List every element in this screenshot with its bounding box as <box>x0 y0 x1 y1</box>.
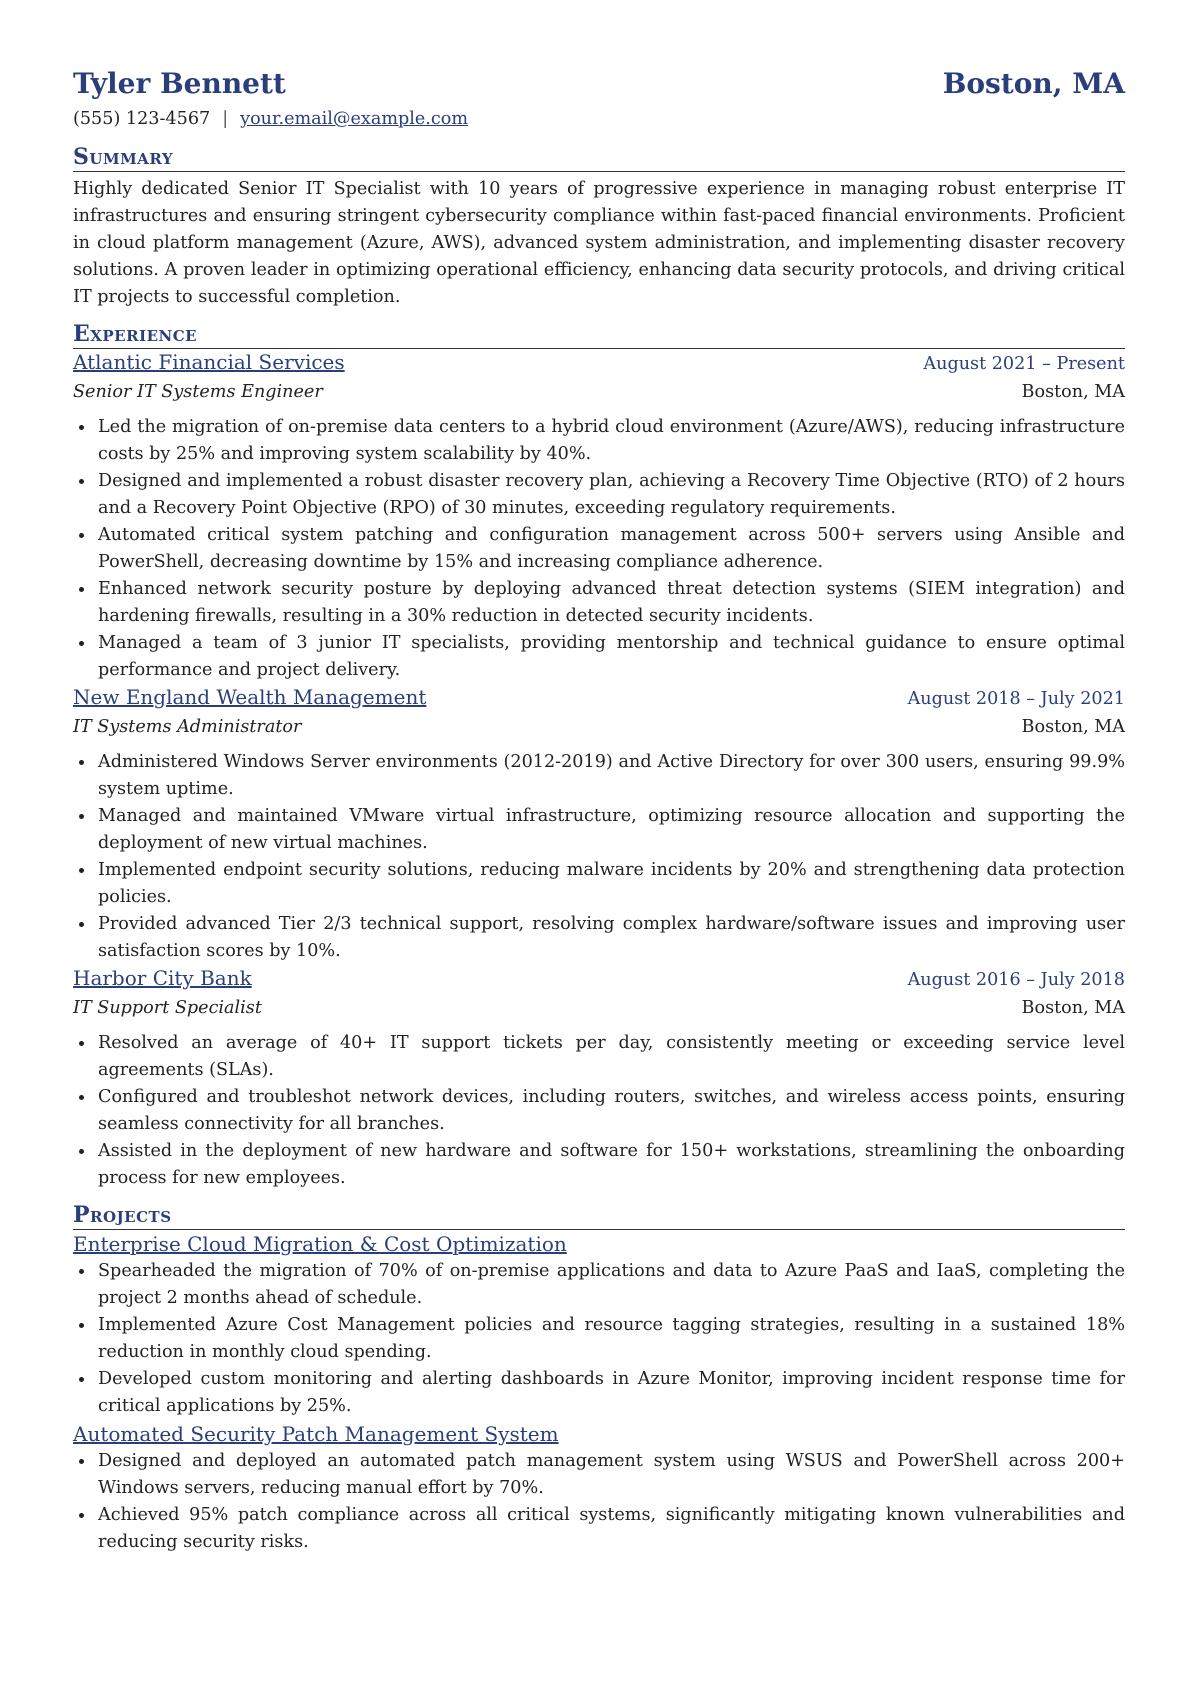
summary-text: Highly dedicated Senior IT Specialist with 10 years of progressive experience in managing robust enterprise IT infrastructures and ensuring stringent cybersecurity compliance within fast-paced financial environments. Proficient in cloud platform management (Azure, AWS), advanced system administration, and implementing disaster recovery solutions. A proven leader in optimizing operational efficiency, enhancing data security protocols, and driving critical IT projects to successful completion. <box>73 179 1125 307</box>
email-link[interactable]: your.email@example.com <box>240 109 469 129</box>
job-role: Senior IT Systems Engineer <box>73 382 323 402</box>
job-location: Boston, MA <box>1021 382 1125 402</box>
bullet-item: Administered Windows Server environments (2012-2019) and Active Directory for over 300 users, ensuring 99.9% system uptime. <box>73 749 1125 803</box>
bullet-item: Resolved an average of 40+ IT support tickets per day, consistently meeting or exceeding service level agreements (SLAs). <box>73 1030 1125 1084</box>
experience-heading: Experience <box>73 320 1125 349</box>
bullet-item: Managed and maintained VMware virtual infrastructure, optimizing resource allocation and supporting the deployment of new virtual machines. <box>73 803 1125 857</box>
job-dates: August 2018 – July 2021 <box>907 689 1125 709</box>
projects-heading: Projects <box>73 1201 1125 1230</box>
job-dates: August 2016 – July 2018 <box>907 970 1125 990</box>
bullet-item: Designed and deployed an automated patch management system using WSUS and PowerShell across 200+ Windows servers, reducing manual effort by 70%. <box>73 1448 1125 1502</box>
bullet-item: Achieved 95% patch compliance across all critical systems, significantly mitigating known vulnerabilities and reducing security risks. <box>73 1502 1125 1556</box>
job-location: Boston, MA <box>1021 717 1125 737</box>
project-bullets <box>73 1258 1125 1420</box>
phone-number: (555) 123-4567 <box>73 109 211 129</box>
bullet-item: Enhanced network security posture by deploying advanced threat detection systems (SIEM integration) and hardening firewalls, resulting in a 30% reduction in detected security incidents. <box>73 576 1125 630</box>
bullet-item: Spearheaded the migration of 70% of on-premise applications and data to Azure PaaS and IaaS, completing the project 2 months ahead of schedule. <box>73 1258 1125 1312</box>
job-role: IT Systems Administrator <box>73 717 302 737</box>
bullet-item: Automated critical system patching and configuration management across 500+ servers using Ansible and PowerShell, decreasing downtime by 15% and increasing compliance adherence. <box>73 522 1125 576</box>
job-role: IT Support Specialist <box>73 998 262 1018</box>
job-bullets <box>73 414 1125 684</box>
summary-heading: Summary <box>73 143 1125 172</box>
bullet-item: Implemented Azure Cost Management policies and resource tagging strategies, resulting in a sustained 18% reduction in monthly cloud spending. <box>73 1312 1125 1366</box>
contact-separator: | <box>222 109 229 129</box>
bullet-item: Designed and implemented a robust disaster recovery plan, achieving a Recovery Time Objective (RTO) of 2 hours and a Recovery Point Objective (RPO) of 30 minutes, exceeding regulatory requirements. <box>73 468 1125 522</box>
resume-header <box>73 64 1125 104</box>
project-title[interactable]: Automated Security Patch Management System <box>73 1422 559 1446</box>
company-name[interactable]: Harbor City Bank <box>73 966 252 990</box>
project-entry <box>73 1420 1125 1556</box>
company-name[interactable]: New England Wealth Management <box>73 685 427 709</box>
candidate-location: Boston, MA <box>942 67 1125 100</box>
project-bullets <box>73 1448 1125 1556</box>
candidate-name: Tyler Bennett <box>73 67 286 100</box>
job-location: Boston, MA <box>1021 998 1125 1018</box>
bullet-item: Led the migration of on-premise data centers to a hybrid cloud environment (Azure/AWS), reducing infrastructure costs by 25% and improving system scalability by 40%. <box>73 414 1125 468</box>
bullet-item: Developed custom monitoring and alerting dashboards in Azure Monitor, improving incident response time for critical applications by 25%. <box>73 1366 1125 1420</box>
resume-page <box>73 64 1125 1556</box>
contact-line <box>73 104 1125 134</box>
bullet-item: Implemented endpoint security solutions, reducing malware incidents by 20% and strengthening data protection policies. <box>73 857 1125 911</box>
job-bullets <box>73 749 1125 965</box>
bullet-item: Assisted in the deployment of new hardware and software for 150+ workstations, streamlining the onboarding process for new employees. <box>73 1138 1125 1192</box>
project-entry <box>73 1230 1125 1420</box>
job-entry <box>73 349 1125 684</box>
project-title[interactable]: Enterprise Cloud Migration & Cost Optimization <box>73 1232 567 1256</box>
job-entry <box>73 684 1125 965</box>
job-dates: August 2021 – Present <box>923 354 1125 374</box>
job-bullets <box>73 1030 1125 1192</box>
company-name[interactable]: Atlantic Financial Services <box>73 350 345 374</box>
bullet-item: Configured and troubleshot network devices, including routers, switches, and wireless access points, ensuring seamless connectivity for all branches. <box>73 1084 1125 1138</box>
bullet-item: Provided advanced Tier 2/3 technical support, resolving complex hardware/software issues and improving user satisfaction scores by 10%. <box>73 911 1125 965</box>
job-entry <box>73 965 1125 1192</box>
bullet-item: Managed a team of 3 junior IT specialists, providing mentorship and technical guidance to ensure optimal performance and project delivery. <box>73 630 1125 684</box>
